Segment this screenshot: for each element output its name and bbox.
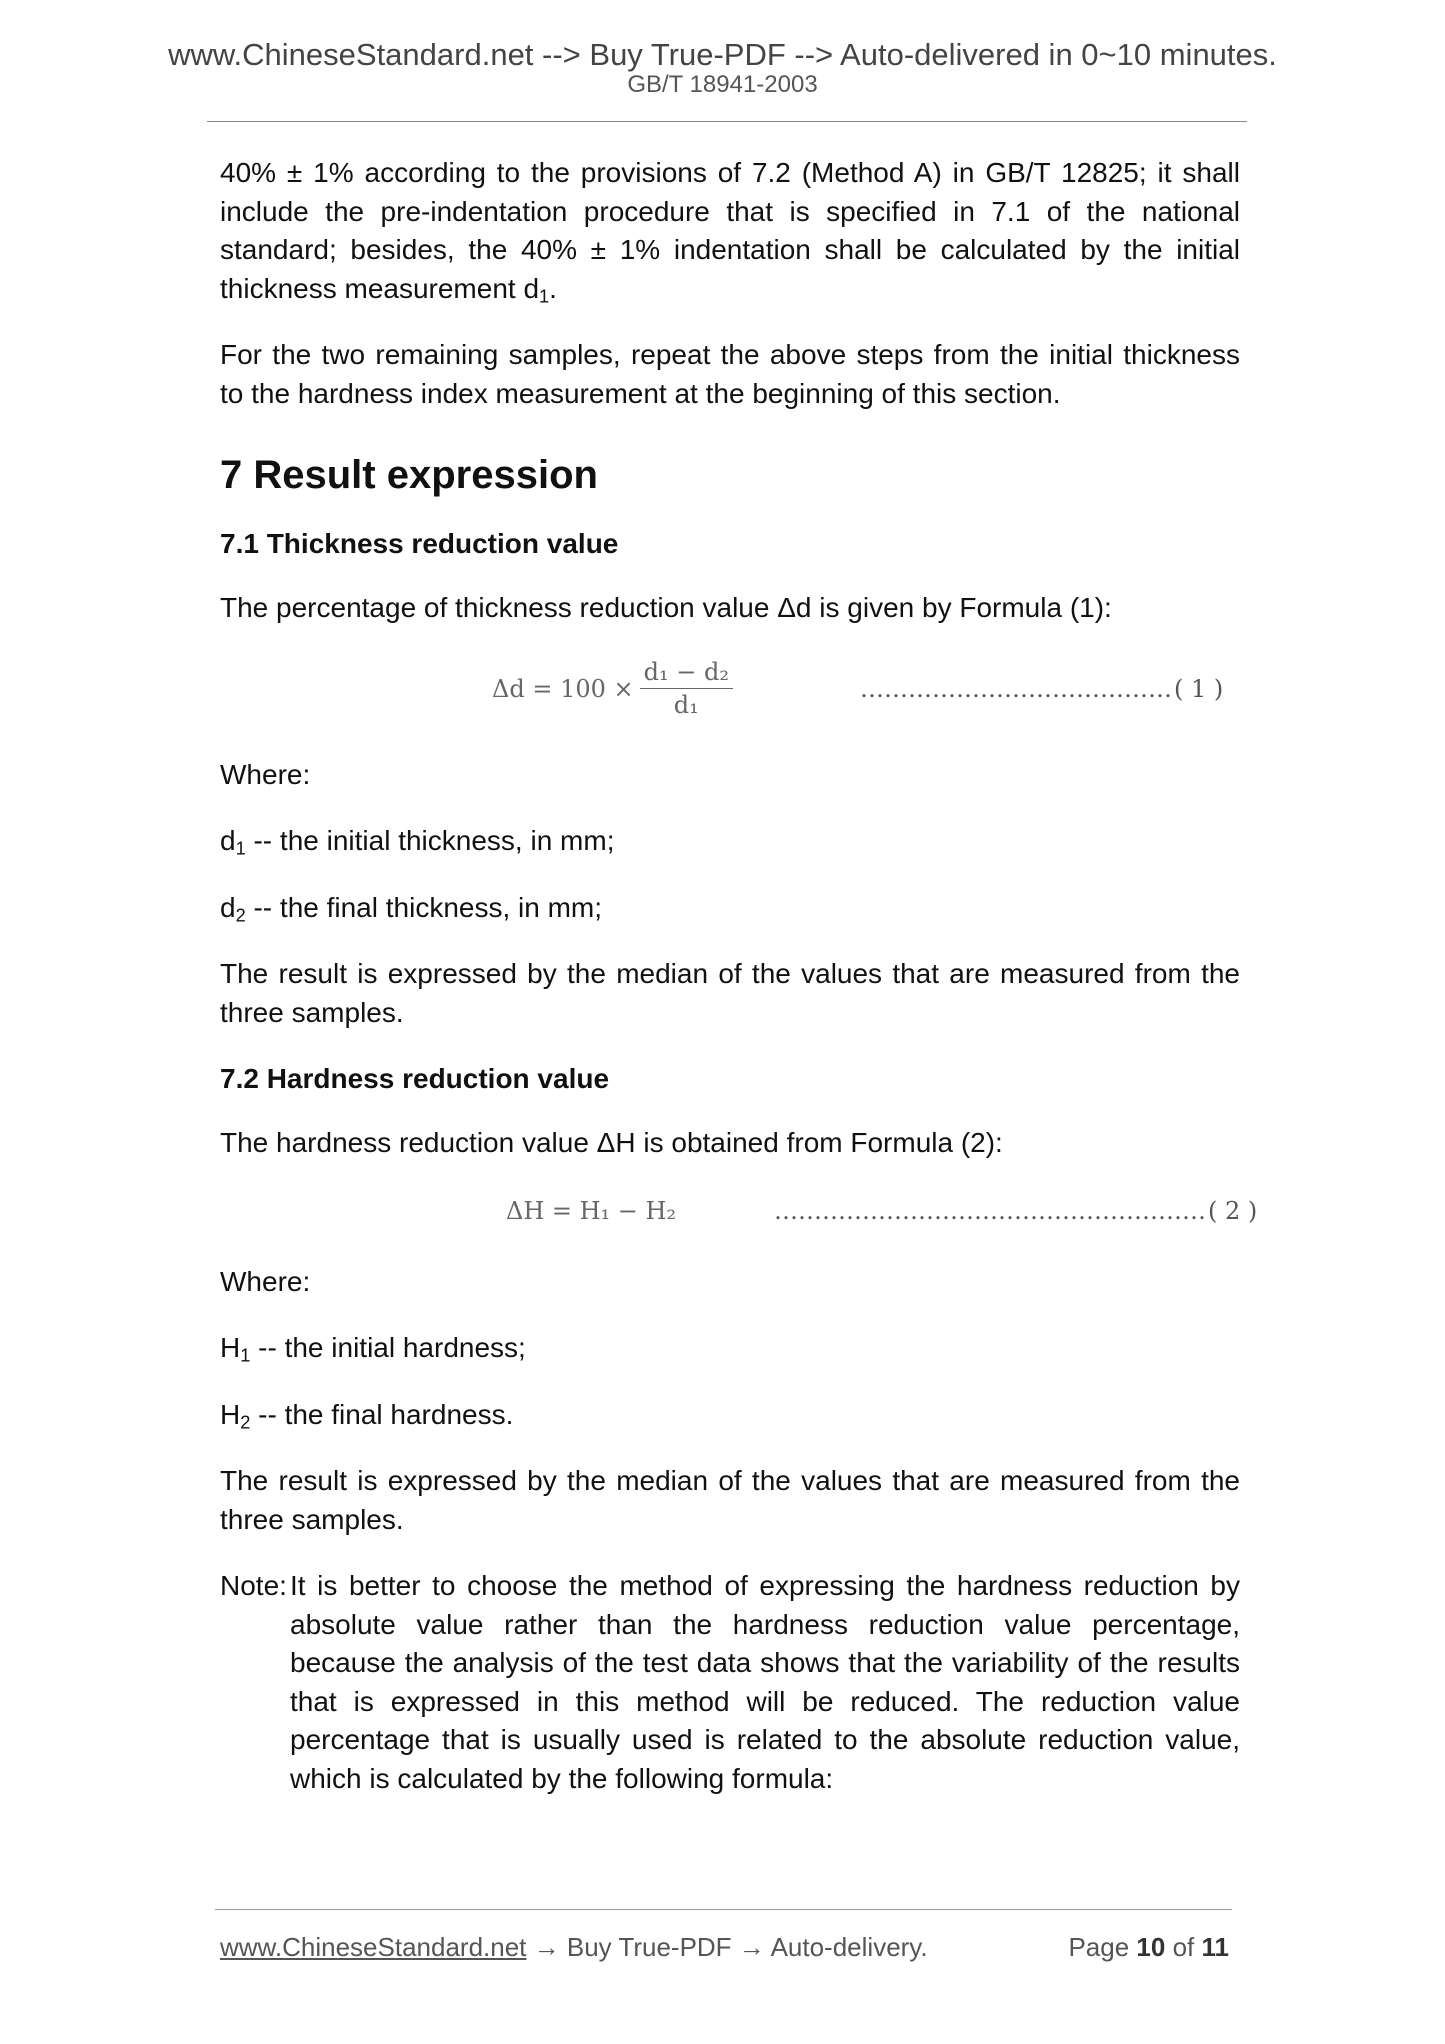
formula-1-fraction <box>640 658 733 719</box>
paragraph-remaining-samples: For the two remaining samples, repeat the above steps from the initial thickness to the hardness index measurement at the beginning of this section. <box>220 339 1240 409</box>
formula-2-number: ( 2 ) <box>1208 1196 1258 1225</box>
footer-site-link[interactable]: www.ChineseStandard.net <box>220 1932 527 1962</box>
site-banner: www.ChineseStandard.net --> Buy True-PDF --> Auto-delivered in 0~10 minutes. <box>168 37 1277 72</box>
paragraph-indentation: 40% ± 1% according to the provisions of 7.2 (Method A) in GB/T 12825; it shall include the pre-indentation procedure that is specified in 7.1 of the national standard; besides, the 40% ± 1% indentation shall be calculated by the initial thickness measurement $d_1$. <box>220 157 1240 307</box>
formula-2-intro: The hardness reduction value ΔH is obtained from Formula (2): <box>220 1127 1003 1158</box>
page-indicator <box>1068 1931 1229 1963</box>
page-content <box>220 154 1258 1798</box>
note-text: It is better to choose the method of expressing the hardness reduction by absolute value rather than the hardness reduction value percentage, because the analysis of the test data shows that the variability of the results that is expressed in this method will be reduced. The reduction value percentage that is usually used is related to the absolute reduction value, which is calculated by the following formula: <box>290 1570 1240 1794</box>
section-7-1-title: 7.1 Thickness reduction value <box>220 528 619 559</box>
definition-d1: $d_1$ -- the initial thickness, in mm; <box>220 825 615 859</box>
formula-1-numerator: d₁ − d₂ <box>640 658 733 689</box>
page-of-label: of <box>1172 1932 1195 1962</box>
formula-1-intro: The percentage of thickness reduction value Δd is given by Formula (1): <box>220 592 1112 623</box>
definition-h1: $H_1$ -- the initial hardness; <box>220 1332 526 1366</box>
result-statement-2: The result is expressed by the median of the values that are measured from the three samples. <box>220 1465 1240 1535</box>
formula-2-leader-dots: ……………………………………………… <box>774 1196 1206 1225</box>
where-label-2: Where: <box>220 1265 311 1297</box>
formula-1-number: ( 1 ) <box>1174 674 1224 703</box>
definition-h2: $H_2$ -- the final hardness. <box>220 1398 514 1433</box>
result-statement-1: The result is expressed by the median of the values that are measured from the three samples. <box>220 958 1240 1028</box>
where-label-1: Where: <box>220 758 311 790</box>
page-number: 10 <box>1136 1932 1166 1962</box>
note-block <box>220 1567 1240 1798</box>
header-divider <box>207 121 1247 122</box>
definition-d2: $d_2$ -- the final thickness, in mm; <box>220 891 603 926</box>
formula-1 <box>220 656 1240 722</box>
section-7-2-title: 7.2 Hardness reduction value <box>220 1063 610 1094</box>
page-label: Page <box>1068 1932 1130 1962</box>
page-total: 11 <box>1201 1932 1229 1962</box>
formula-1-lhs: Δd = 100 × <box>492 674 634 703</box>
formula-1-leader-dots: ………………………………… <box>860 674 1172 703</box>
formula-2-expression: ΔH = H₁ − H₂ <box>506 1196 677 1225</box>
formula-2 <box>220 1191 1258 1231</box>
document-id: GB/T 18941-2003 <box>627 71 818 98</box>
section-7-title: 7 Result expression <box>220 453 598 497</box>
footer-promo <box>220 1931 928 1963</box>
footer-promo-text: → Buy True-PDF → Auto-delivery. <box>526 1932 928 1962</box>
footer-divider <box>215 1909 1232 1910</box>
formula-1-denominator: d₁ <box>673 691 699 719</box>
note-label: Note: <box>220 1570 287 1601</box>
